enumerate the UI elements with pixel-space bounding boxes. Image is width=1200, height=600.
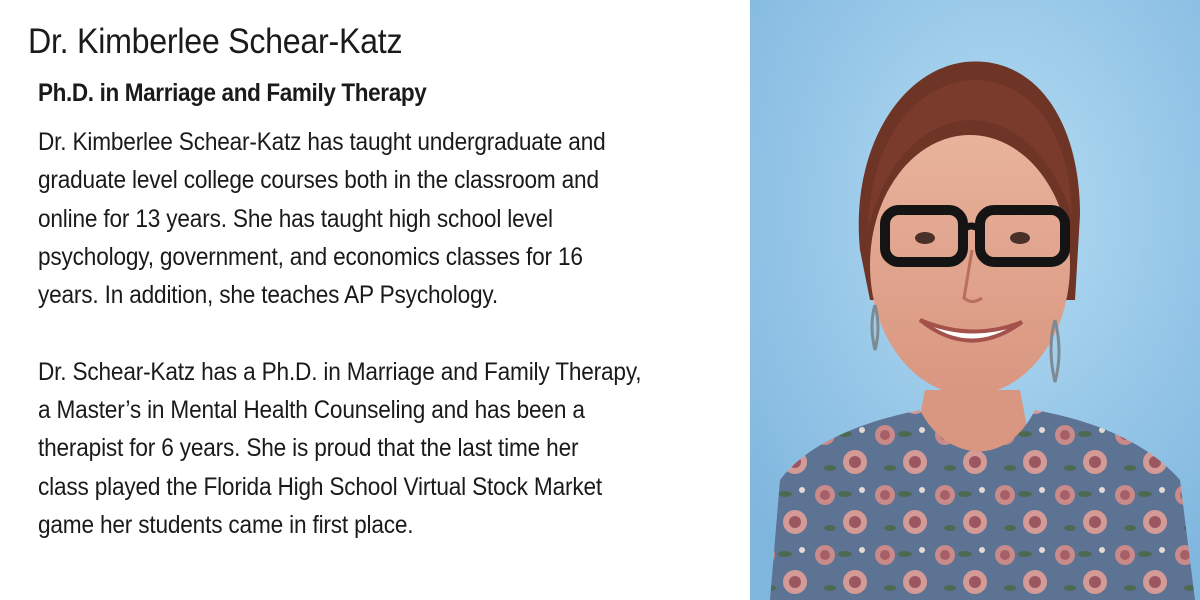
profile-bio (38, 123, 744, 544)
portrait-illustration (750, 0, 1200, 600)
bio-paragraph-1: Dr. Kimberlee Schear-Katz has taught undergraduate and graduate level college courses both in the classroom and online for 13 years. She has taught high school level psychology, government, and economics classes for 16 years. In addition, she teaches AP Psychology. (38, 128, 606, 310)
bio-paragraph-2: Dr. Schear-Katz has a Ph.D. in Marriage and Family Therapy, a Master’s in Mental Health Counseling and has been a therapist for 6 years. She is proud that the last time her class played the Florida High School Virtual Stock Market game her students came in first place. (38, 357, 642, 539)
profile-degree: Ph.D. in Marriage and Family Therapy (38, 79, 427, 107)
portrait-photo (750, 0, 1200, 600)
profile-name: Dr. Kimberlee Schear-Katz (28, 22, 403, 61)
